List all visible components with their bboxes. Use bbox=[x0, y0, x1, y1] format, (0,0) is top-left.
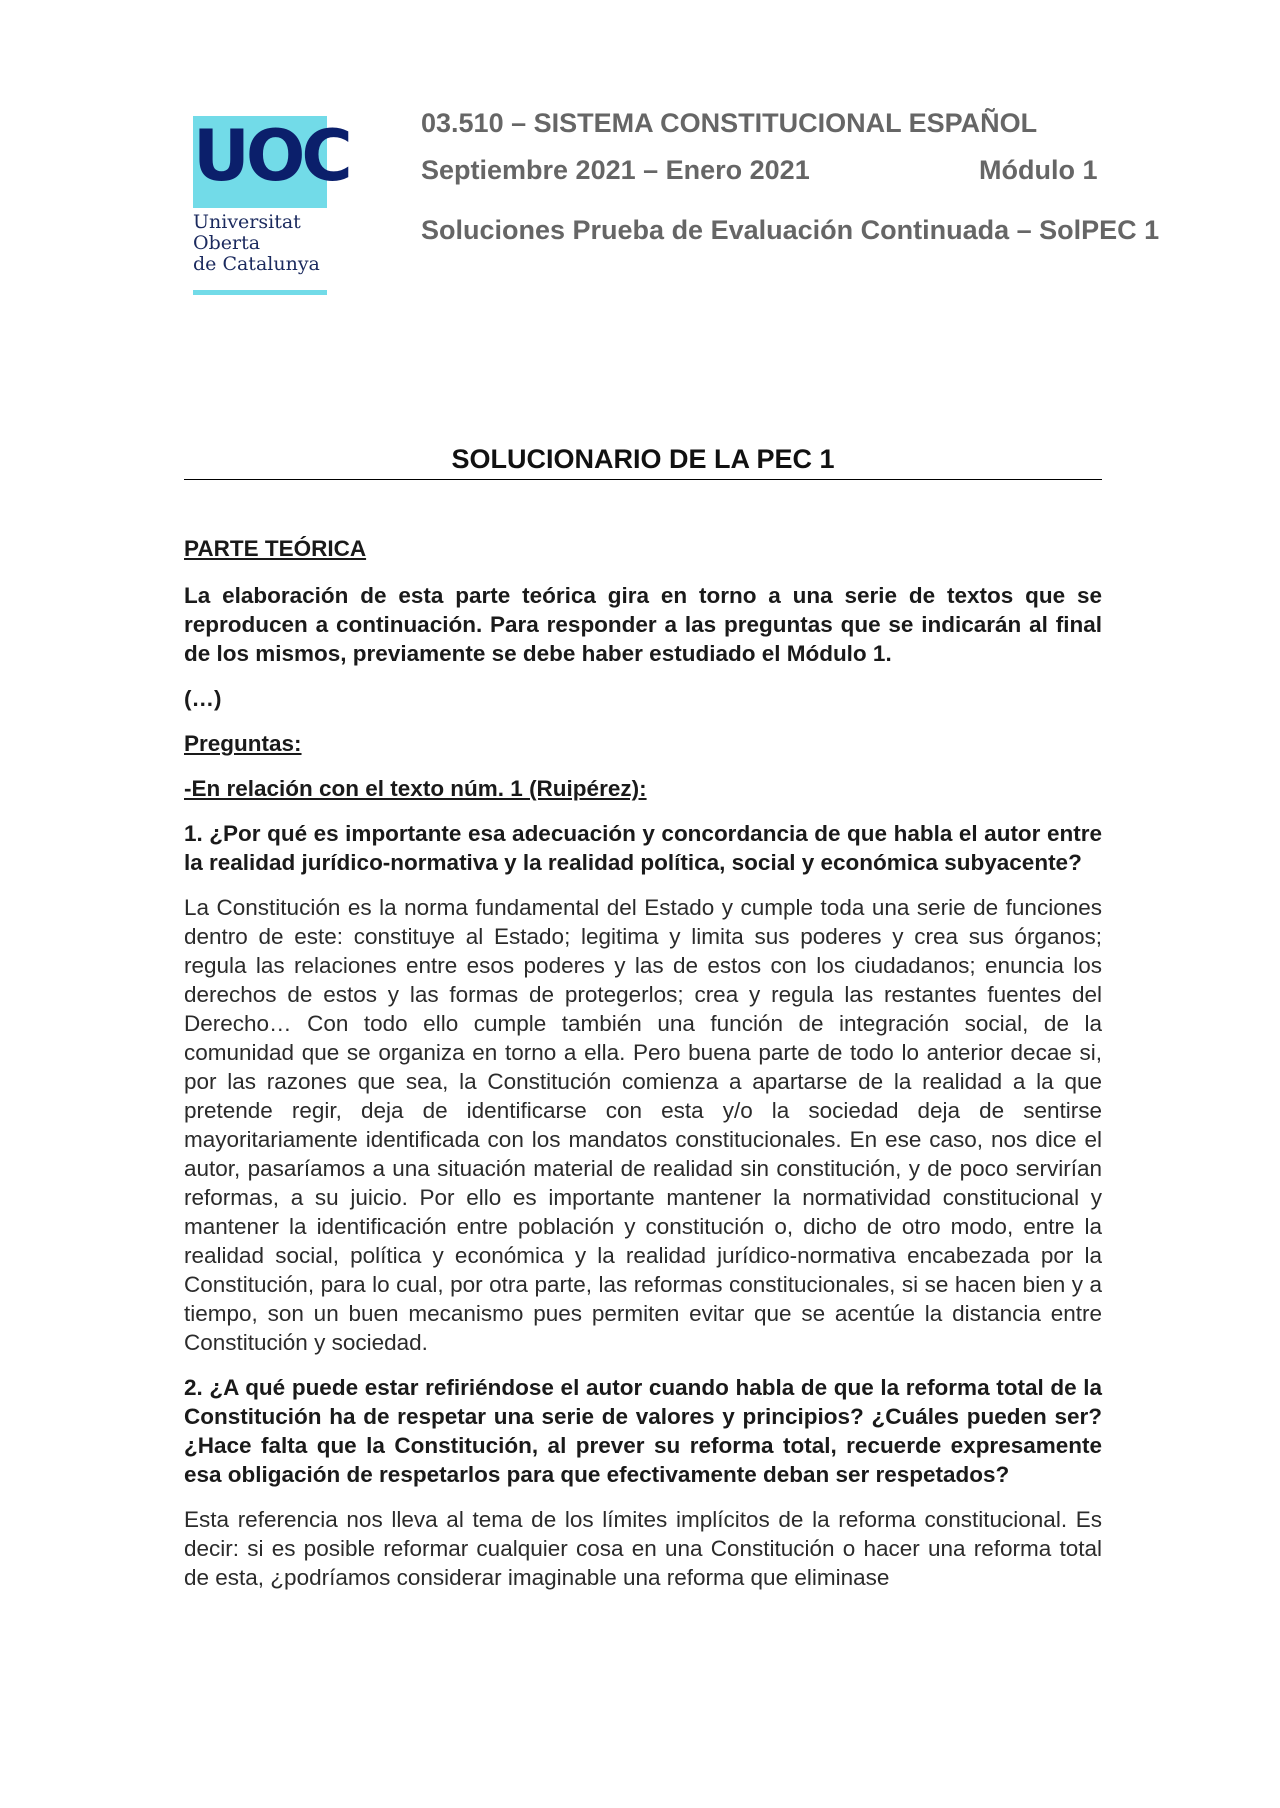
logo-line-2: Oberta bbox=[193, 232, 261, 254]
question-1: 1. ¿Por qué es importante esa adecuación y concordancia de que habla el autor entre la realidad jurídico-normativa y la realidad política, social y económica subyacente? bbox=[184, 821, 1102, 875]
logo-line-1: Universitat bbox=[193, 211, 301, 233]
logo-line-3: de Catalunya bbox=[193, 253, 320, 275]
page-title: SOLUCIONARIO DE LA PEC 1 bbox=[184, 442, 1102, 480]
document-body bbox=[184, 442, 1102, 1608]
logo-underline-bar bbox=[193, 290, 327, 295]
document-subtitle: Soluciones Prueba de Evaluación Continuada – SolPEC 1 bbox=[421, 215, 1160, 245]
module-label: Módulo 1 bbox=[979, 155, 1098, 185]
text-reference: -En relación con el texto núm. 1 (Ruipérez): bbox=[184, 776, 647, 801]
question-2: 2. ¿A qué puede estar refiriéndose el autor cuando habla de que la reforma total de la Constitución ha de respetar una serie de valores y principios? ¿Cuáles pueden ser? ¿Hace falta que la Constitución, al prever su reforma total, recuerde expresamente esa obligación de respetarlos para que efectivamente deban ser respetados? bbox=[184, 1375, 1102, 1487]
questions-label: Preguntas: bbox=[184, 731, 302, 756]
logo-letters: UOC bbox=[193, 115, 349, 197]
intro-paragraph: La elaboración de esta parte teórica gira en torno a una serie de textos que se reproducen a continuación. Para responder a las preguntas que se indicarán al final de los mismos, previamente se debe haber estudiado el Módulo 1. bbox=[184, 583, 1102, 666]
logo-wordmark bbox=[193, 212, 327, 275]
course-dates: Septiembre 2021 – Enero 2021 bbox=[421, 155, 810, 185]
course-title: 03.510 – SISTEMA CONSTITUCIONAL ESPAÑOL bbox=[421, 108, 1038, 138]
uoc-logo bbox=[190, 110, 349, 298]
answer-2: Esta referencia nos lleva al tema de los límites implícitos de la reforma constitucional. Es decir: si es posible reformar cualquier cosa en una Constitución o hacer una reforma total de esta, ¿podríamos considerar imaginable una reforma que eliminase bbox=[184, 1507, 1102, 1590]
ellipsis: (…) bbox=[184, 686, 222, 711]
section-heading: PARTE TEÓRICA bbox=[184, 536, 367, 561]
answer-1: La Constitución es la norma fundamental del Estado y cumple toda una serie de funciones dentro de este: constituye al Estado; legitima y limita sus poderes y crea sus órganos; regula las relaciones entre esos poderes y las de estos con los ciudadanos; enuncia los derechos de estos y las formas de protegerlos; crea y regula las restantes fuentes del Derecho… Con todo ello cumple también una función de integración social, de la comunidad que se organiza en torno a ella. Pero buena parte de todo lo anterior decae si, por las razones que sea, la Constitución comienza a apartarse de la realidad a la que pretende regir, deja de identificarse con esta y/o la sociedad deja de sentirse mayoritariamente identificada con los mandatos constitucionales. En ese caso, nos dice el autor, pasaríamos a una situación material de realidad sin constitución, y de poco servirían reformas, a su juicio. Por ello es importante mantener la normatividad constitucional y mantener la identificación entre población y constitución o, dicho de otro modo, entre la realidad social, política y económica y la realidad jurídico-normativa encabezada por la Constitución, para lo cual, por otra parte, las reformas constitucionales, si se hacen bien y a tiempo, son un buen mecanismo pues permiten evitar que se acentúe la distancia entre Constitución y sociedad. bbox=[184, 895, 1102, 1355]
